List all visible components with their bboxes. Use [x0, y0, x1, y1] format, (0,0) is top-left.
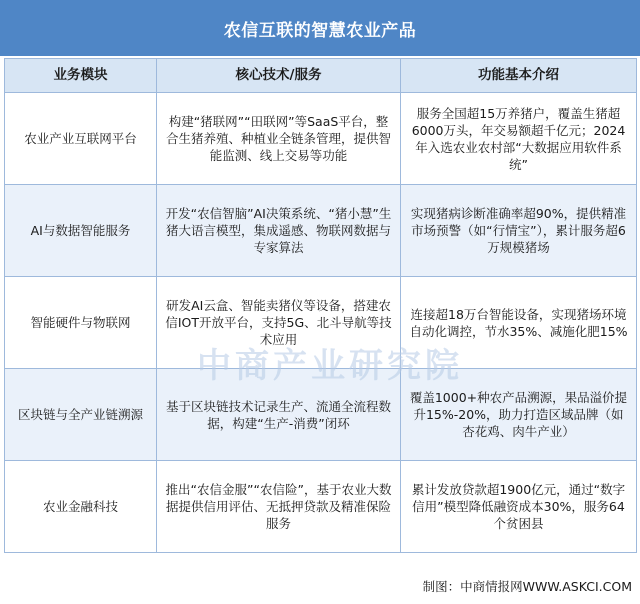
- table-row: [5, 185, 637, 277]
- table-row: [5, 369, 637, 461]
- watermark: 中商产业研究院: [197, 346, 463, 386]
- cell-func: 连接超18万台智能设备，实现猪场环境自动化调控，节水35%、减施化肥15%: [401, 277, 637, 369]
- product-table: [4, 58, 637, 553]
- header-module: 业务模块: [5, 59, 157, 93]
- cell-tech: 开发“农信智脑”AI决策系统、“猪小慧”生猪大语言模型，集成遥感、物联网数据与专家算法: [157, 185, 401, 277]
- cell-module: 区块链与全产业链溯源: [5, 369, 157, 461]
- header-tech: 核心技术/服务: [157, 59, 401, 93]
- cell-module: 智能硬件与物联网: [5, 277, 157, 369]
- table-row: [5, 461, 637, 553]
- cell-func: 覆盖1000+种农产品溯源，果品溢价提升15%-20%，助力打造区域品牌（如杏花鸡、肉牛产业）: [401, 369, 637, 461]
- page-title: 农信互联的智慧农业产品: [0, 0, 640, 56]
- cell-func: 累计发放贷款超1900亿元，通过“数字信用”模型降低融资成本30%，服务64个贫困县: [401, 461, 637, 553]
- cell-tech: 构建“猪联网”“田联网”等SaaS平台，整合生猪养殖、种植业全链条管理，提供智能监测、线上交易等功能: [157, 93, 401, 185]
- source-credit: 制图：中商情报网WWW.ASKCI.COM: [422, 579, 632, 594]
- cell-module: AI与数据智能服务: [5, 185, 157, 277]
- table-row: [5, 277, 637, 369]
- cell-tech: 研发AI云盒、智能卖猪仪等设备，搭建农信IOT开放平台，支持5G、北斗导航等技术应用: [157, 277, 401, 369]
- header-func: 功能基本介绍: [401, 59, 637, 93]
- table-row: [5, 93, 637, 185]
- cell-tech: 基于区块链技术记录生产、流通全流程数据，构建“生产-消费”闭环: [157, 369, 401, 461]
- cell-module: 农业金融科技: [5, 461, 157, 553]
- table-header-row: [5, 59, 637, 93]
- cell-func: 服务全国超15万养猪户，覆盖生猪超6000万头，年交易额超千亿元；2024年入选农业农村部“大数据应用软件系统”: [401, 93, 637, 185]
- cell-func: 实现猪病诊断准确率超90%，提供精准市场预警（如“行情宝”），累计服务超6万规模猪场: [401, 185, 637, 277]
- cell-tech: 推出“农信金服”“农信险”，基于农业大数据提供信用评估、无抵押贷款及精准保险服务: [157, 461, 401, 553]
- cell-module: 农业产业互联网平台: [5, 93, 157, 185]
